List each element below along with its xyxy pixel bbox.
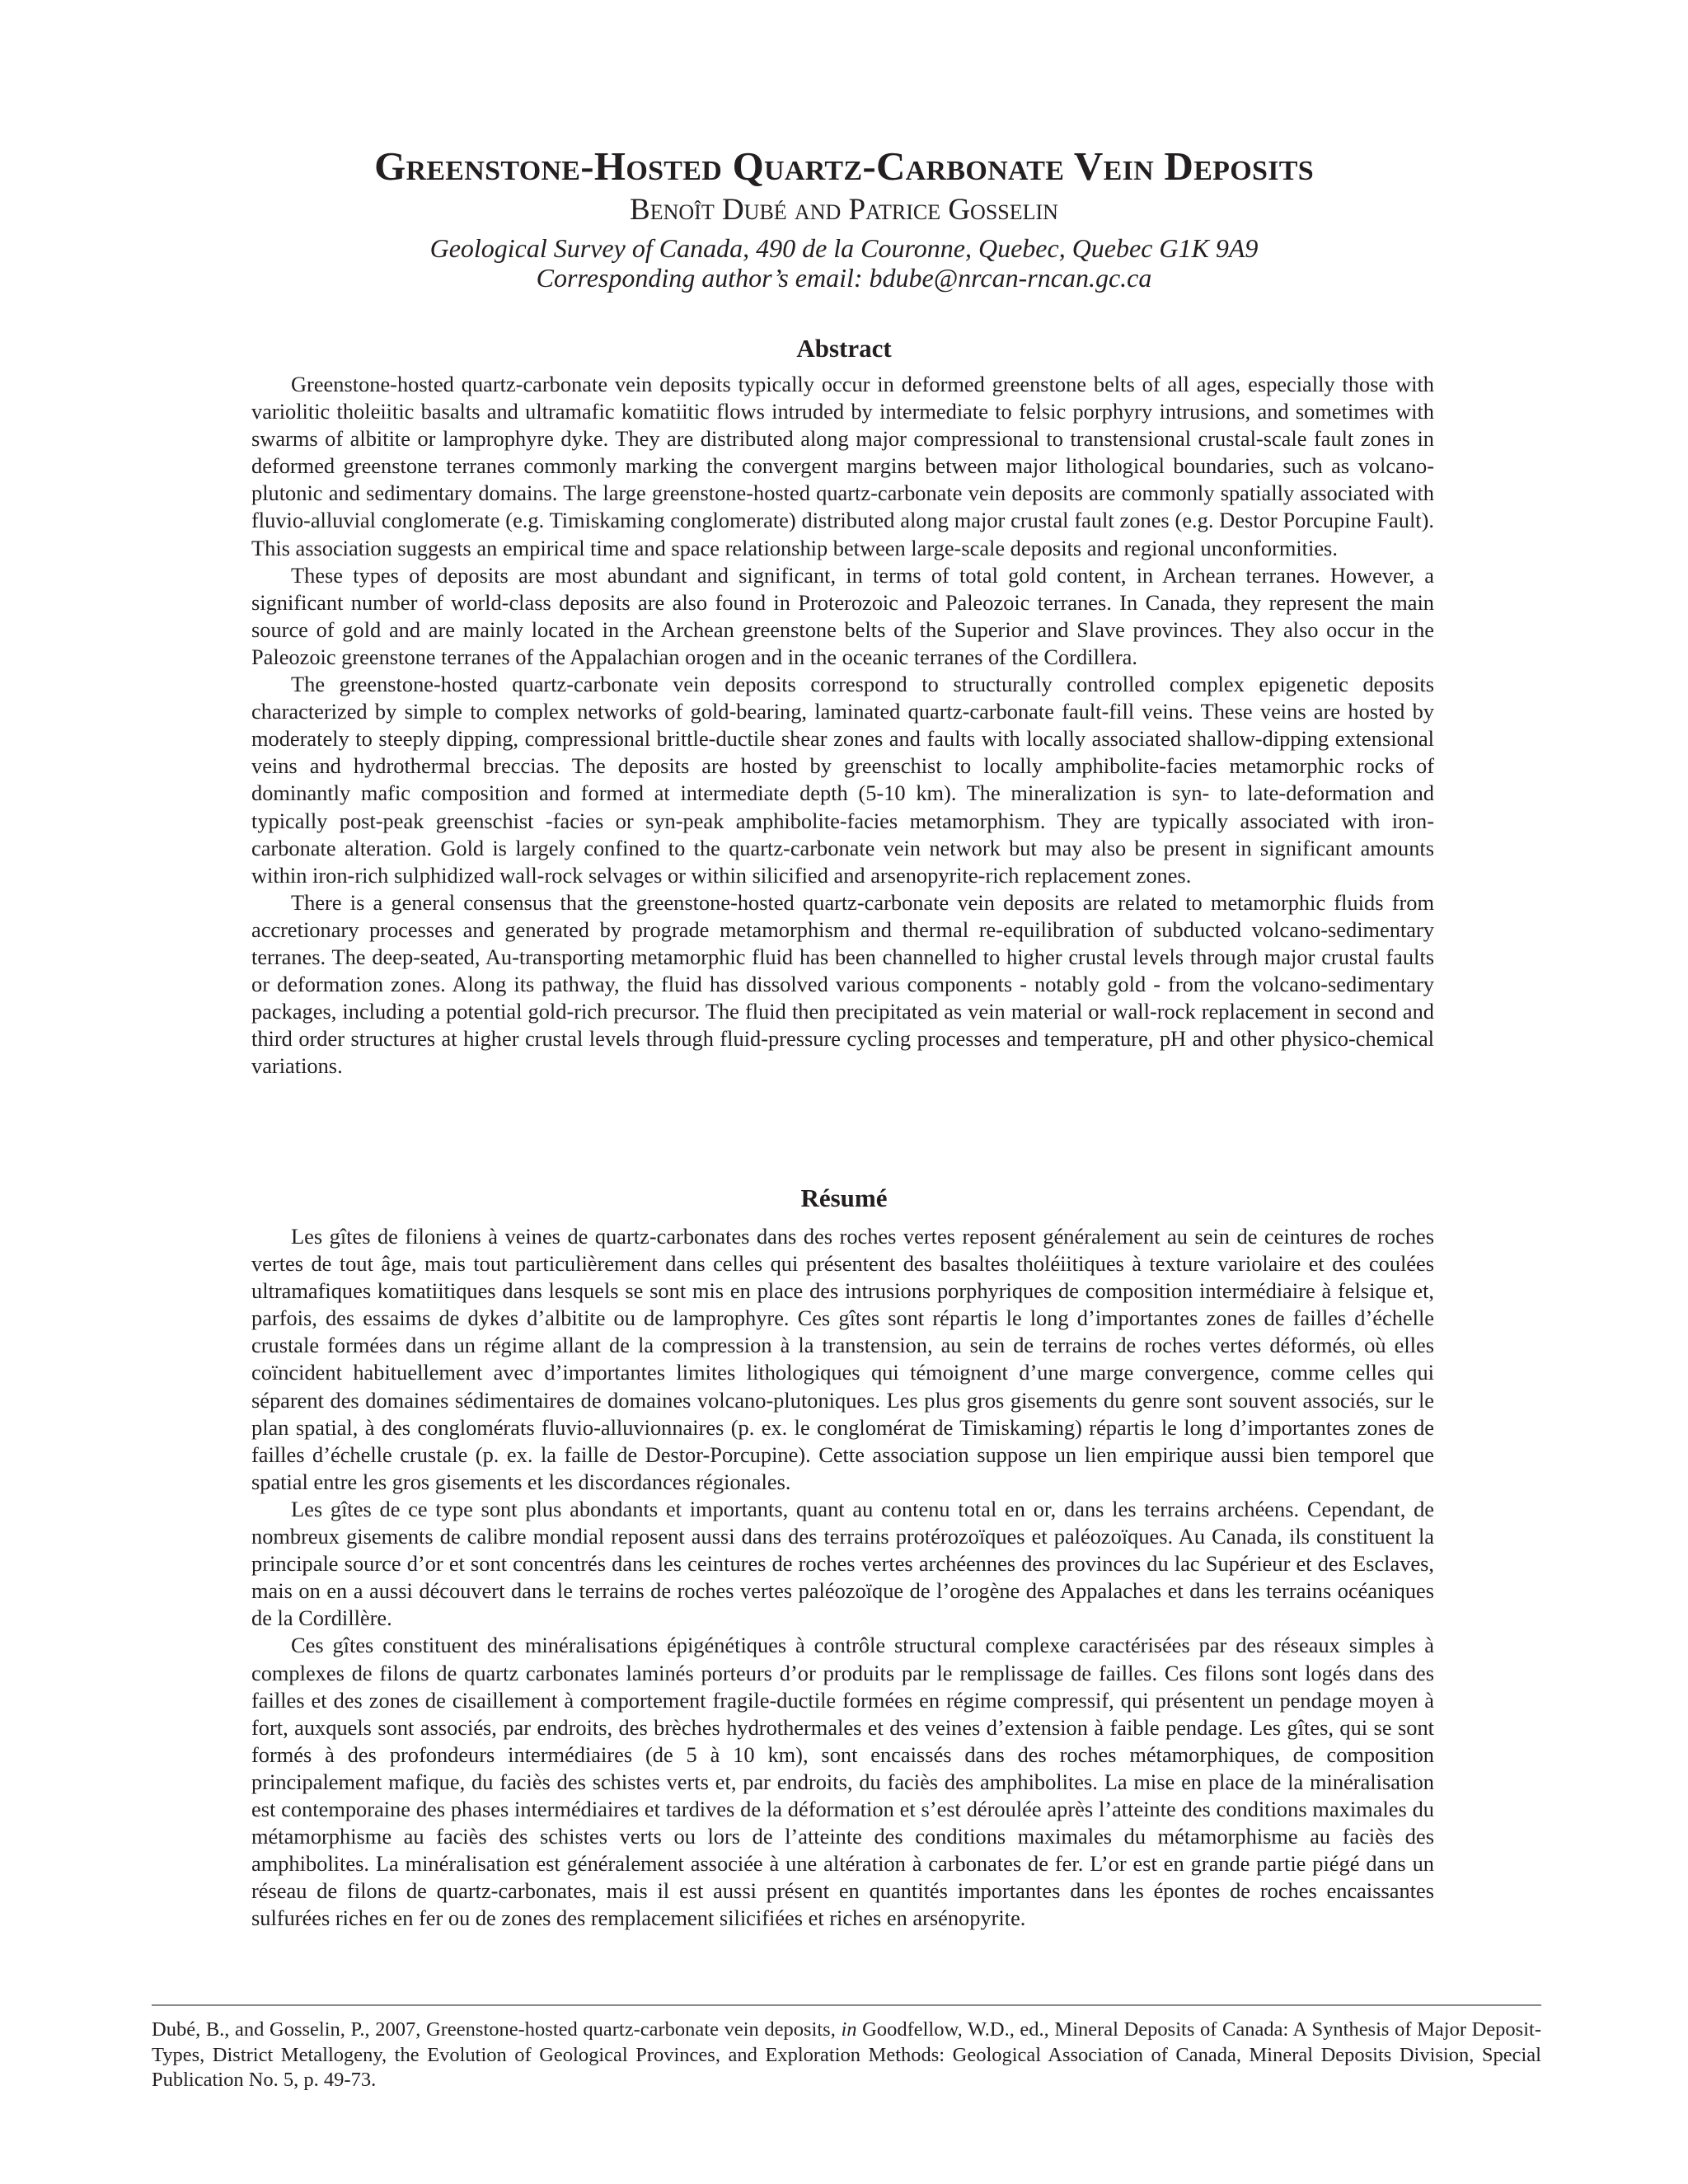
resume-paragraph: Les gîtes de ce type sont plus abondants et importants, quant au contenu total en or, dans les terrains archéens. Cependant, de nombreux gisements de calibre mondial reposent aussi dans des terrains protérozoïques et paléozoïques. Au Canada, ils constituent la principale source d’or et sont concentrés dans les ceintures de roches vertes archéennes des provinces du lac Supérieur et des Esclaves, mais on en a aussi découvert dans le terrains de roches vertes paléozoïque de l’orogène des Appalaches et dans les terrains océaniques de la Cordillère. bbox=[251, 1496, 1434, 1631]
abstract-heading: Abstract bbox=[796, 334, 892, 363]
citation-text-start: Dubé, B., and Gosselin, P., 2007, Greenstone-hosted quartz-carbonate vein deposits, bbox=[152, 2018, 842, 2041]
abstract-body bbox=[251, 371, 1434, 1080]
citation-footnote bbox=[152, 2018, 1541, 2093]
citation-text-end: Goodfellow, W.D., ed., Mineral Deposits of Canada: A Synthesis of Major Deposit-Types, District Metallogeny, the Evolution of Geological Provinces, and Exploration Methods: Geological Association of Canada, Mineral Deposits Division, Special Publication No. 5, p. 49-73. bbox=[152, 2018, 1541, 2091]
abstract-paragraph: The greenstone-hosted quartz-carbonate vein deposits correspond to structurally controlled complex epigenetic deposits characterized by simple to complex networks of gold-bearing, laminated quartz-carbonate fault-fill veins. These veins are hosted by moderately to steeply dipping, compressional brittle-ductile shear zones and faults with locally associated shallow-dipping extensional veins and hydrothermal breccias. The deposits are hosted by greenschist to locally amphibolite-facies metamorphic rocks of dominantly mafic composition and formed at intermediate depth (5-10 km). The mineralization is syn- to late-deformation and typically post-peak greenschist -facies or syn-peak amphibolite-facies metamorphism. They are typically associated with iron-carbonate alteration. Gold is largely confined to the quartz-carbonate vein network but may also be present in significant amounts within iron-rich sulphidized wall-rock selvages or within silicified and arsenopyrite-rich replacement zones. bbox=[251, 672, 1434, 888]
corresponding-email: Corresponding author’s email: bdube@nrcan-rncan.gc.ca bbox=[536, 263, 1152, 293]
abstract-paragraph: These types of deposits are most abundant and significant, in terms of total gold content, in Archean terranes. However, a significant number of world-class deposits are also found in Proterozoic and Paleozoic terranes. In Canada, they represent the main source of gold and are mainly located in the Archean greenstone belts of the Superior and Slave provinces. They also occur in the Paleozoic greenstone terranes of the Appalachian orogen and in the oceanic terranes of the Cordillera. bbox=[251, 562, 1434, 669]
paper-title: Greenstone-Hosted Quartz-Carbonate Vein Deposits bbox=[374, 143, 1314, 189]
resume-paragraph: Les gîtes de filoniens à veines de quartz-carbonates dans des roches vertes reposent généralement au sein de ceintures de roches vertes de tout âge, mais tout particulièrement dans celles qui présentent des basaltes tholéiitiques à texture variolaire et des coulées ultramafiques komatiitiques dans lesquels se sont mis en place des intrusions porphyriques de composition intermédiaire à felsique et, parfois, des essaims de dykes d’albitite ou de lamprophyre. Ces gîtes sont répartis le long d’importantes zones de failles d’échelle crustale formées dans un régime allant de la compression à la transtension, au sein de terrains de roches vertes déformés, où elles coïncident habituellement avec d’importantes limites lithologiques qui témoignent d’une marge convergence, comme celles qui séparent des domaines sédimentaires de domaines volcano-plutoniques. Les plus gros gisements du genre sont souvent associés, sur le plan spatial, à des conglomérats fluvio-alluvionnaires (p. ex. le conglomérat de Timiskaming) répartis le long d’importantes zones de failles d’échelle crustale (p. ex. la faille de Destor-Porcupine). Cette association suppose un lien empirique aussi bien temporel que spatial entre les gros gisements et les discordances régionales. bbox=[251, 1224, 1434, 1494]
affiliation: Geological Survey of Canada, 490 de la Couronne, Quebec, Quebec G1K 9A9 bbox=[429, 233, 1259, 263]
resume-body bbox=[251, 1223, 1434, 1932]
abstract-paragraph: There is a general consensus that the greenstone-hosted quartz-carbonate vein deposits are related to metamorphic fluids from accretionary processes and generated by prograde metamorphism and thermal re-equilibration of subducted volcano-sedimentary terranes. The deep-seated, Au-transporting metamorphic fluid has been channelled to higher crustal levels through major crustal faults or deformation zones. Along its pathway, the fluid has dissolved various components - notably gold - from the volcano-sedimentary packages, including a potential gold-rich precursor. The fluid then precipitated as vein material or wall-rock replacement in second and third order structures at higher crustal levels through fluid-pressure cycling processes and temperature, pH and other physico-chemical variations. bbox=[251, 889, 1434, 1079]
resume-heading: Résumé bbox=[800, 1183, 888, 1212]
resume-paragraph: Ces gîtes constituent des minéralisations épigénétiques à contrôle structural complexe caractérisées par des réseaux simples à complexes de filons de quartz carbonates laminés porteurs d’or produits par le remplissage de failles. Ces filons sont logés dans des failles et des zones de cisaillement à comportement fragile-ductile formées en régime compressif, qui présentent un pendage moyen à fort, auxquels sont associés, par endroits, des brèches hydrothermales et des veines d’extension à faible pendage. Les gîtes, qui se sont formés à des profondeurs intermédiaires (de 5 à 10 km), sont encaissés dans des roches métamorphiques, de composition principalement mafique, du faciès des schistes verts et, par endroits, du faciès des amphibolites. La mise en place de la minéralisation est contemporaine des phases intermédiaires et tardives de la déformation et s’est déroulée après l’atteinte des conditions maximales du métamorphisme au faciès des schistes verts ou lors de l’atteinte des conditions maximales du métamorphisme au faciès des amphibolites. La minéralisation est généralement associée à une altération à carbonates de fer. L’or est en grande partie piégé dans un réseau de filons de quartz-carbonates, mais il est aussi présent en quantités importantes dans les épontes de roches encaissantes sulfurées riches en fer ou de zones des remplacement silicifiées et riches en arsénopyrite. bbox=[251, 1633, 1434, 1931]
citation-in-italic: in bbox=[841, 2018, 857, 2041]
abstract-paragraph: Greenstone-hosted quartz-carbonate vein deposits typically occur in deformed greenstone belts of all ages, especially those with variolitic tholeiitic basalts and ultramafic komatiitic flows intruded by intermediate to felsic porphyry intrusions, and sometimes with swarms of albitite or lamprophyre dyke. They are distributed along major compressional to transtensional crustal-scale fault zones in deformed greenstone terranes commonly marking the convergent margins between major lithological boundaries, such as volcano-plutonic and sedimentary domains. The large greenstone-hosted quartz-carbonate vein deposits are commonly spatially associated with fluvio-alluvial conglomerate (e.g. Timiskaming conglomerate) distributed along major crustal fault zones (e.g. Destor Porcupine Fault). This association suggests an empirical time and space relationship between large-scale deposits and regional unconformities. bbox=[251, 372, 1434, 560]
author-names: Benoît Dubé and Patrice Gosselin bbox=[630, 193, 1058, 227]
footer-divider bbox=[152, 2004, 1541, 2006]
